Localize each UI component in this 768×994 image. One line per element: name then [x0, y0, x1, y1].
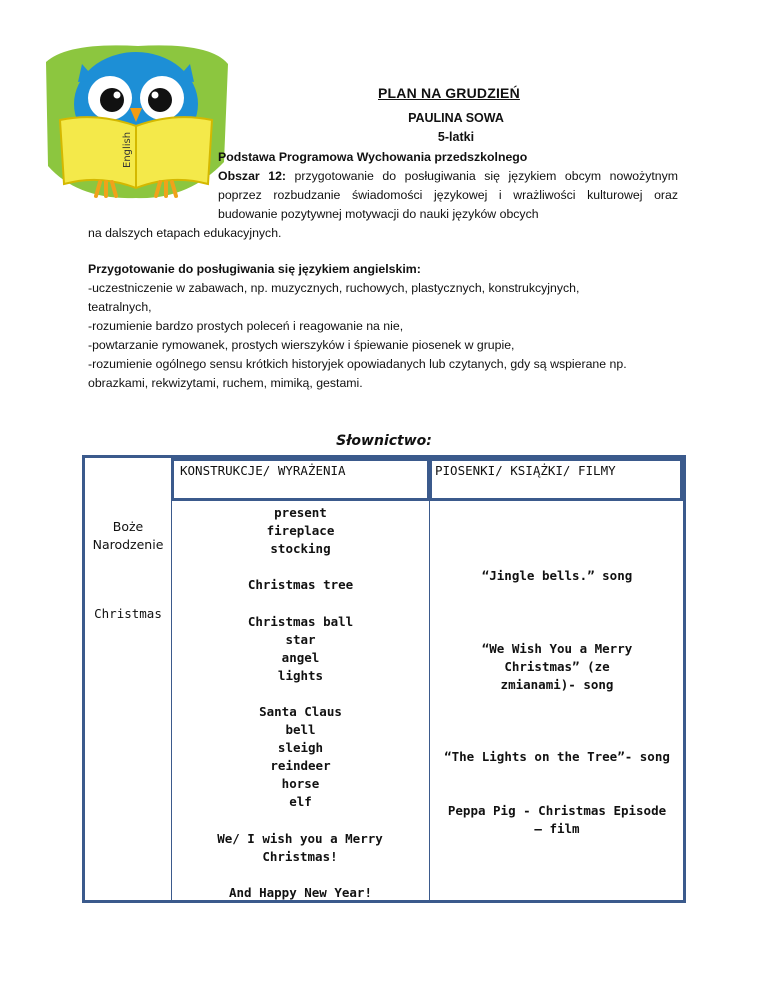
vocab-word: sleigh	[277, 740, 324, 755]
age-group: 5-latki	[437, 130, 475, 144]
preparation-item: -uczestniczenie w zabawach, np. muzycznych, ruchowych, plastycznych, konstrukcyjnych,	[88, 281, 580, 295]
vocabulary-table	[82, 455, 686, 903]
phrase-happy-new-year: And Happy New Year!	[229, 885, 372, 900]
vocab-word: Santa Claus	[259, 704, 342, 719]
page-title: PLAN NA GRUDZIEŃ	[378, 85, 520, 101]
preparation-item: -rozumienie bardzo prostych poleceń i reagowanie na nie,	[88, 319, 404, 333]
vocab-word: fireplace	[266, 523, 335, 538]
obszar-label: Obszar 12:	[218, 169, 287, 183]
vocab-word: elf	[289, 794, 312, 809]
song-item: Peppa Pig - Christmas Episode – film	[447, 803, 667, 836]
column-header-constructions: KONSTRUKCJE/ WYRAŻENIA	[180, 463, 346, 478]
vocab-word: reindeer	[270, 758, 331, 773]
preparation-item: obrazkami, rekwizytami, ruchem, mimiką, gestami.	[88, 376, 363, 390]
vocabulary-heading: Słownictwo:	[336, 433, 432, 449]
phrase-merry-christmas: We/ I wish you a Merry Christmas!	[217, 831, 383, 864]
vocab-word: horse	[281, 776, 320, 791]
preparation-item: -powtarzanie rymowanek, prostych wierszyków i śpiewanie piosenek w grupie,	[88, 338, 515, 352]
logo-book-text: English	[122, 131, 133, 168]
vocab-word: bell	[285, 722, 316, 737]
vocab-word: lights	[277, 668, 324, 683]
author-name: PAULINA SOWA	[408, 111, 504, 125]
vocab-word: Christmas ball	[247, 614, 354, 629]
column-divider	[429, 458, 430, 900]
vocab-word: angel	[281, 650, 320, 665]
song-item: “Jingle bells.” song	[481, 568, 633, 583]
column-divider	[171, 458, 172, 900]
vocab-word: star	[285, 632, 316, 647]
obszar-continuation: na dalszych etapach edukacyjnych.	[88, 226, 282, 240]
topic-christmas: Christmas	[94, 606, 162, 621]
obszar-text: przygotowanie do posługiwania się językiem obcym nowożytnym poprzez rozbudzanie świadomości językowej i wrażliwości kulturowej oraz budowanie pozytywnej motywacji do nauki języków obcych	[218, 169, 678, 221]
column-header-songs: PIOSENKI/ KSIĄŻKI/ FILMY	[435, 463, 616, 478]
song-item: “The Lights on the Tree”- song	[444, 749, 670, 764]
preparation-item: teatralnych,	[88, 300, 152, 314]
obszar-paragraph	[218, 167, 678, 224]
song-item: “We Wish You a Merry Christmas” (ze zmianami)- song	[481, 641, 633, 692]
podstawa-heading: Podstawa Programowa Wychowania przedszkolnego	[218, 150, 528, 164]
vocab-word: Christmas tree	[247, 577, 354, 592]
preparation-heading: Przygotowanie do posługiwania się językiem angielskim:	[88, 262, 421, 276]
preparation-item: -rozumienie ogólnego sensu krótkich historyjek opowiadanych lub czytanych, gdy są wspierane np.	[88, 357, 627, 371]
vocab-word: present	[274, 505, 327, 520]
topic-boze-narodzenie: Boże Narodzenie	[92, 519, 164, 552]
vocab-word: stocking	[270, 541, 331, 556]
